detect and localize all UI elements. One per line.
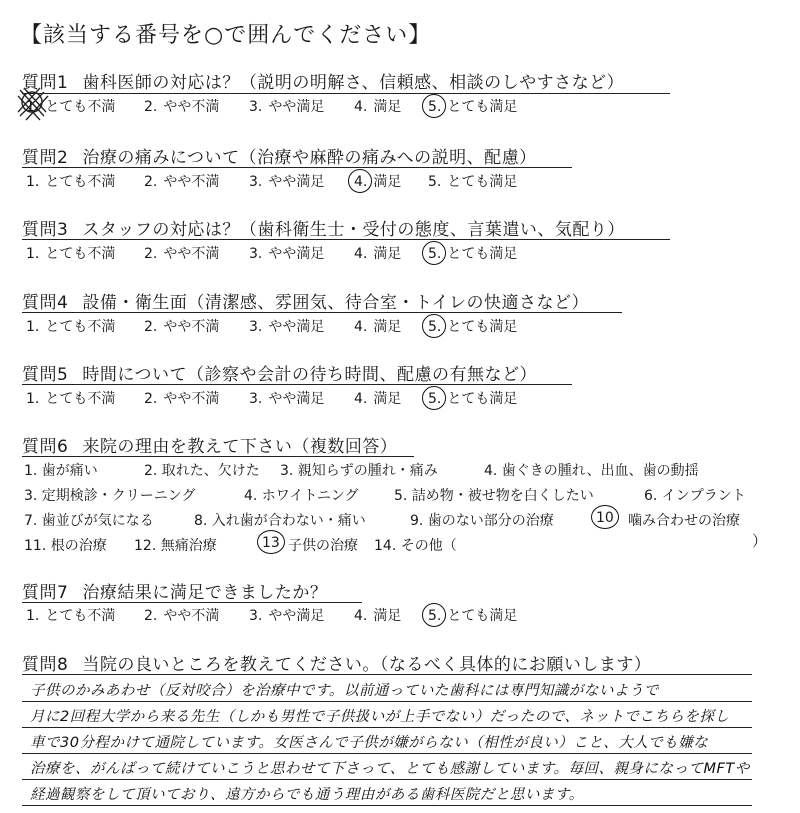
q5-option-5-selected[interactable]: 5. とても満足 [428,391,518,407]
comment-text-line-1: 子供のかみあわせ（反対咬合）を治療中です。以前通っていた歯科には専門知識がないようで [30,683,659,699]
question-2-text: 治療の痛みについて（治療や麻酔の痛みへの説明、配慮） [82,148,537,168]
q6-other-close-paren: ） [752,532,768,550]
question-7-number: 質問7 [22,583,69,603]
q1-option-4[interactable]: 4. 満足 [354,99,402,115]
question-8-number: 質問8 [22,655,69,675]
q2-option-3[interactable]: 3. やや満足 [249,174,325,190]
question-4 [22,288,589,313]
question-1 [22,68,624,93]
q6-option-7[interactable]: 7. 歯並びが気になる [24,513,154,529]
question-8 [22,650,651,675]
q1-option-3[interactable]: 3. やや満足 [249,99,325,115]
q1-option-5-selected[interactable]: 5. とても満足 [428,99,518,115]
q7-option-3[interactable]: 3. やや満足 [249,608,325,624]
question-5-underline [22,384,572,385]
question-3-text: スタッフの対応は？（歯科衛生士・受付の態度、言葉遣い、気配り） [82,220,625,240]
question-6-number: 質問6 [22,437,69,457]
comment-text-line-5: 経過観察をして頂いており、遠方からでも通う理由がある歯科医院だと思います。 [30,787,584,803]
q6-option-10-label: 噛み合わせの治療 [628,513,740,529]
question-6 [22,432,397,457]
comment-line-6 [22,805,752,806]
q5-option-1[interactable]: 1. とても不満 [26,391,116,407]
question-7-text: 治療結果に満足できましたか？ [82,583,328,603]
comment-line-1 [22,674,752,675]
question-2 [22,143,537,168]
q6-option-5[interactable]: 5. 詰め物・被せ物を白くしたい [394,488,594,504]
q2-option-4-selected[interactable]: 4. 満足 [354,174,402,190]
question-8-text: 当院の良いところを教えてください。（なるべく具体的にお願いします） [82,655,652,675]
question-4-text: 設備・衛生面（清潔感、雰囲気、待合室・トイレの快適さなど） [82,293,589,313]
q6-option-12[interactable]: 12. 無痛治療 [134,538,217,554]
instruction-header: 【該当する番号を○で囲んでください】 [20,23,432,48]
q6-option-4b[interactable]: 4. ホワイトニング [244,488,359,504]
comment-line-3 [22,727,752,728]
question-1-text: 歯科医師の対応は？（説明の明解さ、信頼感、相談のしやすさなど） [82,73,625,93]
q3-option-3[interactable]: 3. やや満足 [249,246,325,262]
q7-option-1[interactable]: 1. とても不満 [26,608,116,624]
q4-option-2[interactable]: 2. やや不満 [144,319,220,335]
q6-option-13-selected[interactable]: 13 [262,535,280,551]
question-6-text: 来院の理由を教えて下さい（複数回答） [82,437,398,457]
q6-option-8[interactable]: 8. 入れ歯が合わない・痛い [194,513,366,529]
q7-option-2[interactable]: 2. やや不満 [144,608,220,624]
comment-text-line-2: 月に2回程大学から来る先生（しかも男性で子供扱いが上手でない）だったので、ネットでこちらを探し [30,709,730,725]
q6-option-1[interactable]: 1. 歯が痛い [24,463,98,479]
question-1-underline [22,93,670,94]
q6-option-4[interactable]: 4. 歯ぐきの腫れ、出血、歯の動揺 [484,463,699,479]
q4-option-3[interactable]: 3. やや満足 [249,319,325,335]
q6-option-9[interactable]: 9. 歯のない部分の治療 [410,513,554,529]
q2-option-5[interactable]: 5. とても満足 [428,174,518,190]
q6-option-10-selected[interactable]: 10 [596,510,614,526]
q6-option-13-label: 子供の治療 [288,538,358,554]
q5-option-3[interactable]: 3. やや満足 [249,391,325,407]
q2-option-1[interactable]: 1. とても不満 [26,174,116,190]
q2-option-2[interactable]: 2. やや不満 [144,174,220,190]
q4-option-1[interactable]: 1. とても不満 [26,319,116,335]
question-4-number: 質問4 [22,293,69,313]
q3-option-4[interactable]: 4. 満足 [354,246,402,262]
question-3-underline [22,239,670,240]
q6-option-3[interactable]: 3. 親知らずの腫れ・痛み [280,463,438,479]
question-3 [22,215,625,240]
q6-option-14[interactable]: 14. その他（ [374,538,457,554]
question-7 [22,578,327,603]
comment-text-line-3: 車で30分程かけて通院しています。女医さんで子供が嫌がらない（相性が良い）こと、大人でも嫌な [30,735,709,751]
question-5-text: 時間について（診察や会計の待ち時間、配慮の有無など） [82,365,537,385]
q3-option-5-selected[interactable]: 5. とても満足 [428,246,518,262]
comment-text-line-4: 治療を、がんばって続けていこうと思わせて下さって、とても感謝しています。毎回、親身になってMFTや [30,761,750,777]
q3-option-1[interactable]: 1. とても不満 [26,246,116,262]
q7-option-5-selected[interactable]: 5. とても満足 [428,608,518,624]
q5-option-2[interactable]: 2. やや不満 [144,391,220,407]
q1-option-1[interactable]: 1. とても不満 [26,99,116,115]
q6-option-2[interactable]: 2. 取れた、欠けた [144,463,260,479]
question-3-number: 質問3 [22,220,69,240]
question-4-underline [22,312,622,313]
q1-option-2[interactable]: 2. やや不満 [144,99,220,115]
question-5-number: 質問5 [22,365,69,385]
question-7-underline [22,602,362,603]
question-2-underline [22,167,572,168]
comment-line-2 [22,701,752,702]
question-1-number: 質問1 [22,73,69,93]
question-2-number: 質問2 [22,148,69,168]
q6-option-11[interactable]: 11. 根の治療 [24,538,107,554]
q6-option-6[interactable]: 6. インプラント [644,488,746,504]
q5-option-4[interactable]: 4. 満足 [354,391,402,407]
comment-line-4 [22,753,752,754]
question-5 [22,360,537,385]
q7-option-4[interactable]: 4. 満足 [354,608,402,624]
q3-option-2[interactable]: 2. やや不満 [144,246,220,262]
q4-option-5-selected[interactable]: 5. とても満足 [428,319,518,335]
question-6-underline [22,456,414,457]
comment-line-5 [22,779,752,780]
q6-option-3b[interactable]: 3. 定期検診・クリーニング [24,488,196,504]
q4-option-4[interactable]: 4. 満足 [354,319,402,335]
